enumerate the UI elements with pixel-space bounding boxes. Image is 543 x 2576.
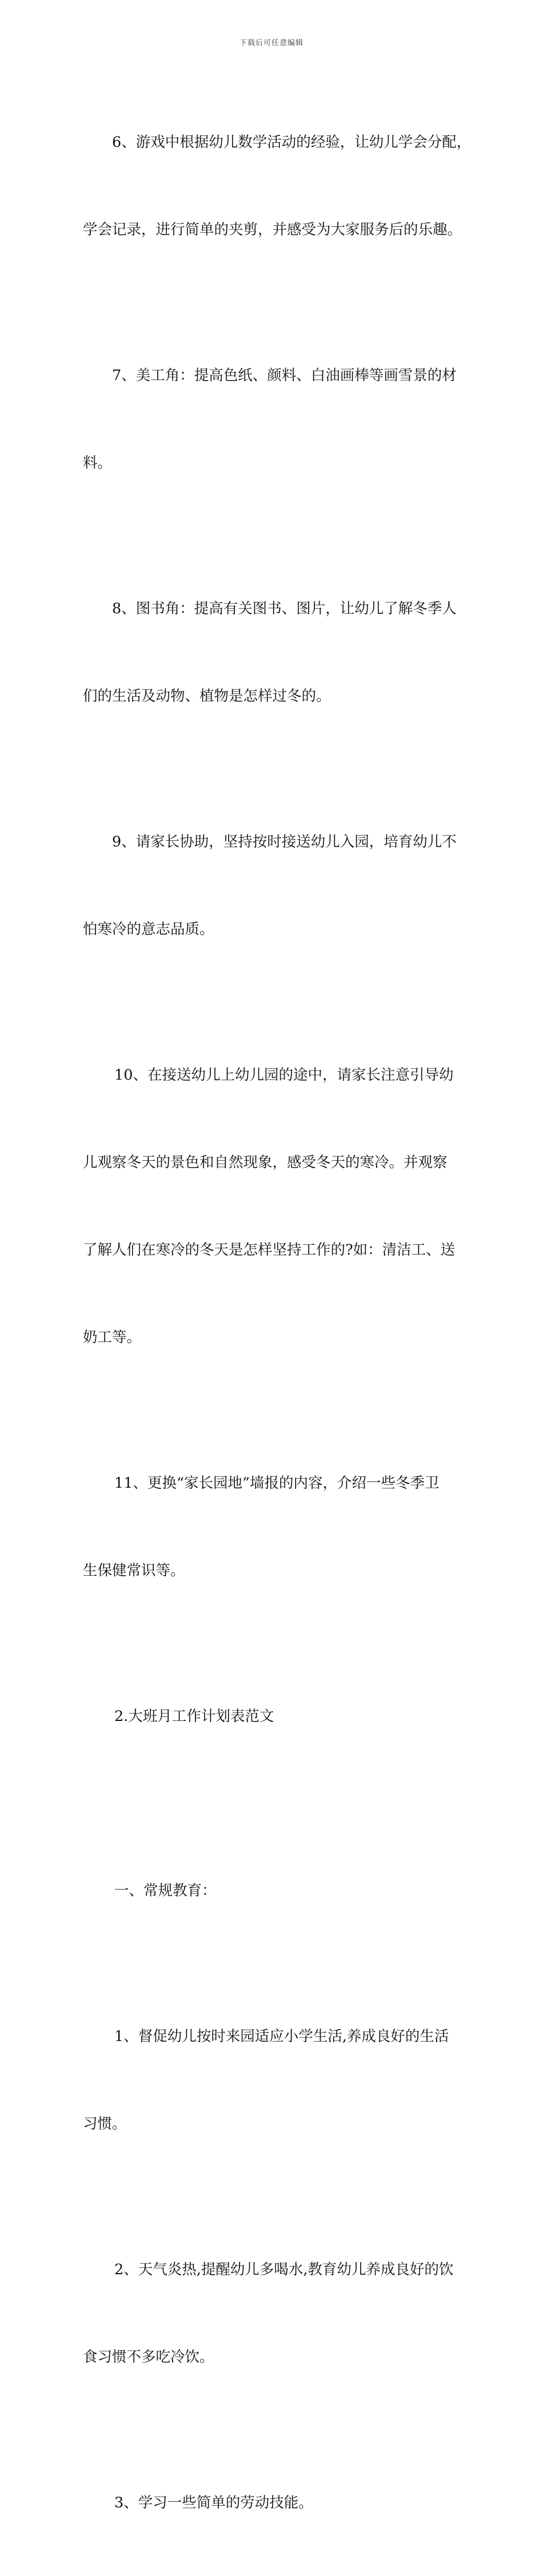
paragraph-line: 1、督促幼儿按时来园适应小学生活,养成良好的生活 (114, 2028, 449, 2045)
routine-item-1 (83, 1964, 463, 2197)
section-title (83, 1644, 463, 1790)
paragraph-item-8 (83, 536, 463, 769)
paragraph-line: 生保健常识等。 (83, 1562, 185, 1579)
paragraph-item-9 (83, 769, 463, 1003)
paragraph-item-7 (83, 303, 463, 536)
heading-text: 一、常规教育： (114, 1882, 217, 1899)
paragraph-line: 奶工等。 (83, 1329, 142, 1346)
paragraph-line: 怕寒冷的意志品质。 (83, 921, 214, 938)
paragraph-line: 9、请家长协助，坚持按时接送幼儿入园，培育幼儿不 (112, 833, 457, 850)
paragraph-line: 食习惯不多吃冷饮。 (83, 2349, 214, 2366)
page-header: 下载后可任意编辑 (239, 39, 304, 47)
paragraph-line: 3、学习一些简单的劳动技能。 (114, 2494, 313, 2511)
paragraph-item-10 (83, 1003, 463, 1411)
paragraph-line: 7、美工角：提高色纸、颜料、白油画棒等画雪景的材 (112, 367, 457, 384)
paragraph-line: 10、在接送幼儿上幼儿园的途中，请家长注意引导幼 (114, 1067, 454, 1084)
paragraph-line: 习惯。 (83, 2115, 127, 2132)
paragraph-line: 儿观察冬天的景色和自然现象，感受冬天的寒冷。并观察 (83, 1154, 448, 1171)
paragraph-line: 11、更换“家长园地”墙报的内容，介绍一些冬季卫 (114, 1475, 440, 1492)
paragraph-item-11 (83, 1411, 463, 1644)
blank-gap (83, 1790, 463, 1818)
heading-routine-education (83, 1818, 463, 1964)
paragraph-line: 6、游戏中根据幼儿数学活动的经验，让幼儿学会分配， (112, 134, 472, 151)
paragraph-line: 2、天气炎热,提醒幼儿多喝水,教育幼儿养成良好的饮 (114, 2261, 454, 2278)
paragraph-line: 们的生活及动物、植物是怎样过冬的。 (83, 688, 331, 705)
paragraph-item-6 (83, 70, 472, 303)
paragraph-line: 8、图书角：提高有关图书、图片，让幼儿了解冬季人 (112, 600, 457, 617)
section-title-text: 2.大班月工作计划表范文 (114, 1708, 274, 1725)
paragraph-line: 学会记录，进行简单的夹剪，并感受为大家服务后的乐趣。 (83, 221, 462, 238)
routine-item-3 (83, 2430, 463, 2576)
routine-item-2 (83, 2197, 463, 2430)
document-body (83, 70, 472, 2576)
paragraph-line: 料。 (83, 454, 113, 472)
paragraph-line: 了解人们在寒冷的冬天是怎样坚持工作的?如：清洁工、送 (83, 1241, 456, 1259)
